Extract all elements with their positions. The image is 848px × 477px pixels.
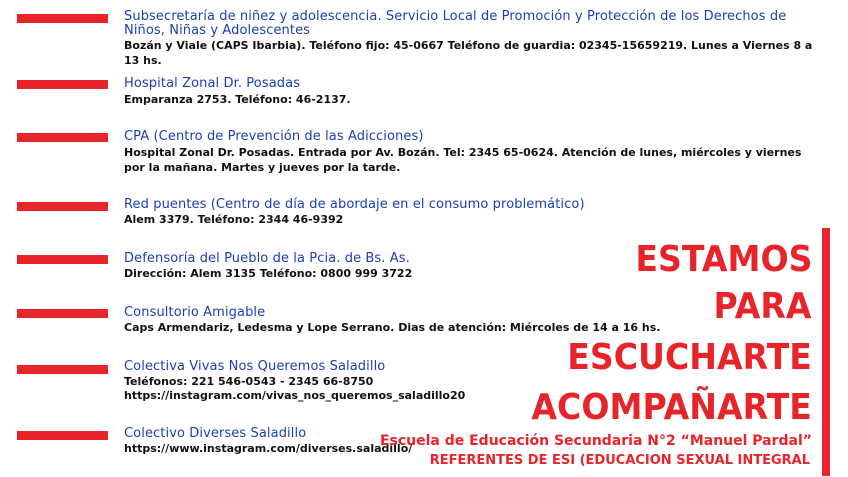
red-marker-bar: [17, 309, 108, 318]
referentes-label: REFERENTES DE ESI (EDUCACION SEXUAL INTEGRAL: [429, 453, 810, 468]
entry-title: Red puentes (Centro de día de abordaje en el consumo problemático): [124, 197, 585, 212]
entry-title: Subsecretaría de niñez y adolescencia. Servicio Local de Promoción y Protección de los Derechos de Niños, Niñas y Adolescentes: [124, 9, 787, 38]
entry-info: Hospital Zonal Dr. Posadas. Entrada por Av. Bozán. Tel: 2345 65-0624. Atención de lunes, miércoles y viernes por la mañana. Martes y jueves por la tarde.: [124, 146, 802, 174]
entry-info: Bozán y Viale (CAPS Ibarbia). Teléfono fijo: 45-0667 Teléfono de guardia: 02345-15659219. Lunes a Viernes 8 a 13 hs.: [124, 39, 813, 67]
red-marker-bar: [17, 133, 108, 142]
entry-info: Emparanza 2753. Teléfono: 46-2137.: [124, 93, 351, 106]
entry-title: Consultorio Amigable: [124, 305, 266, 320]
red-marker-bar: [17, 14, 108, 23]
entry-title: Colectivo Diverses Saladillo: [124, 426, 307, 441]
entry-title: Colectiva Vivas Nos Queremos Saladillo: [124, 359, 386, 374]
entry-info-phones: Teléfonos: 221 546-0543 - 2345 66-8750: [124, 375, 374, 388]
entry-info: Dirección: Alem 3135 Teléfono: 0800 999 3722: [124, 267, 413, 280]
slogan-line-3: ESCUCHARTE: [567, 337, 812, 378]
entry-title: Hospital Zonal Dr. Posadas: [124, 76, 301, 91]
entry-title: CPA (Centro de Prevención de las Adicciones): [124, 129, 424, 144]
red-marker-bar: [17, 202, 108, 211]
slogan-line-1: ESTAMOS: [634, 239, 812, 280]
school-name: Escuela de Educación Secundaria N°2 “Manuel Pardal”: [379, 433, 812, 449]
red-marker-bar: [17, 255, 108, 264]
red-vertical-bar: [822, 228, 830, 476]
entry-info-link[interactable]: https://www.instagram.com/diverses.saladillo/: [124, 442, 413, 455]
slogan-line-4: ACOMPAÑARTE: [531, 387, 812, 428]
red-marker-bar: [17, 80, 108, 89]
red-marker-bar: [17, 365, 108, 374]
red-marker-bar: [17, 431, 108, 440]
entry-title: Defensoría del Pueblo de la Pcia. de Bs. As.: [124, 251, 410, 266]
entry-info: Caps Armendariz, Ledesma y Lope Serrano. Dias de atención: Miércoles de 14 a 16 hs.: [124, 321, 661, 334]
entry-info: Alem 3379. Teléfono: 2344 46-9392: [124, 213, 344, 226]
slogan-line-2: PARA: [713, 286, 812, 327]
entry-info-link[interactable]: https://instagram.com/vivas_nos_queremos_saladillo20: [124, 389, 466, 402]
